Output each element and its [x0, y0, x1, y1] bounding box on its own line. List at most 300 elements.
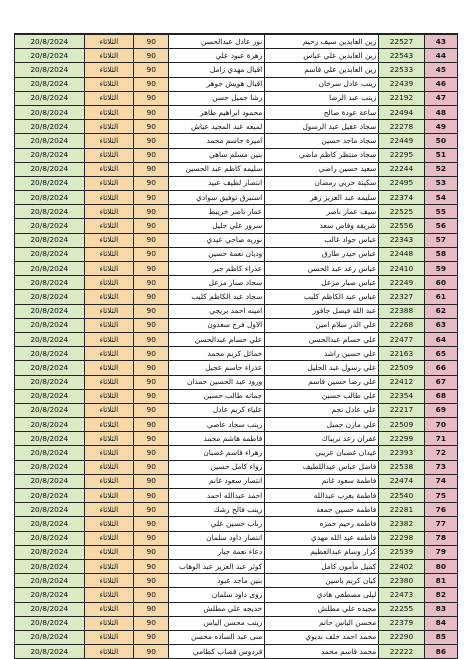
day-cell: الثلاثاء [84, 588, 133, 602]
name-cell: علي الدر سلام امين [265, 318, 379, 332]
name-cell: غيدان غضبان عريبي [265, 446, 379, 460]
second-name-cell: رواء كامل حسين [169, 460, 265, 474]
code-cell: 22448 [379, 247, 424, 261]
index-cell: 59 [424, 262, 457, 276]
index-cell: 46 [424, 77, 457, 91]
table-row [15, 304, 458, 318]
second-name-cell: زينب محسن الياس [169, 616, 265, 630]
index-cell: 55 [424, 205, 457, 219]
date-cell: 20/8/2024 [15, 318, 85, 332]
name-cell: عباس جواد غالب [265, 233, 379, 247]
index-cell: 75 [424, 489, 457, 503]
second-name-cell: رباب حسين علي [169, 517, 265, 531]
name-cell: فاطمه عبد الله مهدي [265, 531, 379, 545]
grade-cell: 90 [134, 630, 169, 644]
date-cell: 20/8/2024 [15, 332, 85, 346]
code-cell: 22410 [379, 262, 424, 276]
second-name-cell: سرور علي جليل [169, 219, 265, 233]
date-cell: 20/8/2024 [15, 531, 85, 545]
index-cell: 47 [424, 91, 457, 105]
table-row [15, 262, 458, 276]
day-cell: الثلاثاء [84, 474, 133, 488]
date-cell: 20/8/2024 [15, 588, 85, 602]
name-cell: فاطمه حسين جمعه [265, 503, 379, 517]
date-cell: 20/8/2024 [15, 247, 85, 261]
name-cell: ساعة عودة صالح [265, 105, 379, 119]
second-name-cell: سليمه كاظم عبد الحسين [169, 162, 265, 176]
table-row [15, 134, 458, 148]
second-name-cell: بنين ماجد عبود [169, 574, 265, 588]
grade-cell: 90 [134, 162, 169, 176]
day-cell: الثلاثاء [84, 389, 133, 403]
day-cell: الثلاثاء [84, 262, 133, 276]
name-cell: زين العابدين سيف رحيم [265, 35, 379, 49]
code-cell: 22343 [379, 233, 424, 247]
second-name-cell: علي حسام عبدالحسن [169, 332, 265, 346]
second-name-cell: استبرق توفيق سوادي [169, 191, 265, 205]
date-cell: 20/8/2024 [15, 389, 85, 403]
code-cell: 22509 [379, 418, 424, 432]
name-cell: ليلى مصطفى هادي [265, 588, 379, 602]
day-cell: الثلاثاء [84, 148, 133, 162]
table-row [15, 191, 458, 205]
second-name-cell: منى عبد الساده محسن [169, 630, 265, 644]
second-name-cell: الاول فرج سعدون [169, 318, 265, 332]
name-cell: محمد احمد خلف بديوي [265, 630, 379, 644]
date-cell: 20/8/2024 [15, 120, 85, 134]
date-cell: 20/8/2024 [15, 361, 85, 375]
day-cell: الثلاثاء [84, 503, 133, 517]
grade-cell: 90 [134, 233, 169, 247]
grade-cell: 90 [134, 105, 169, 119]
date-cell: 20/8/2024 [15, 219, 85, 233]
date-cell: 20/8/2024 [15, 276, 85, 290]
index-cell: 45 [424, 63, 457, 77]
index-cell: 57 [424, 233, 457, 247]
date-cell: 20/8/2024 [15, 191, 85, 205]
grade-cell: 90 [134, 176, 169, 190]
index-cell: 49 [424, 120, 457, 134]
table-row [15, 205, 458, 219]
grade-cell: 90 [134, 219, 169, 233]
date-cell: 20/8/2024 [15, 474, 85, 488]
index-cell: 56 [424, 219, 457, 233]
index-cell: 78 [424, 531, 457, 545]
date-cell: 20/8/2024 [15, 545, 85, 559]
grade-cell: 90 [134, 332, 169, 346]
name-cell: محمد قاسم محمد [265, 645, 379, 659]
name-cell: عباس صبار مزعل [265, 276, 379, 290]
second-name-cell: فاطمه هاشم محمد [169, 432, 265, 446]
table-row [15, 389, 458, 403]
index-cell: 60 [424, 276, 457, 290]
grade-cell: 90 [134, 247, 169, 261]
table-row [15, 602, 458, 616]
grade-cell: 90 [134, 389, 169, 403]
index-cell: 62 [424, 304, 457, 318]
index-cell: 43 [424, 35, 457, 49]
day-cell: الثلاثاء [84, 630, 133, 644]
name-cell: فاطمة يعرب عبدالله [265, 489, 379, 503]
index-cell: 73 [424, 460, 457, 474]
index-cell: 50 [424, 134, 457, 148]
day-cell: الثلاثاء [84, 91, 133, 105]
index-cell: 74 [424, 474, 457, 488]
date-cell: 20/8/2024 [15, 35, 85, 49]
second-name-cell: سجاد عبد الكاظم كليب [169, 290, 265, 304]
grade-cell: 90 [134, 134, 169, 148]
table-row [15, 474, 458, 488]
code-cell: 22538 [379, 460, 424, 474]
date-cell: 20/8/2024 [15, 460, 85, 474]
name-cell: علي حسين راشد [265, 347, 379, 361]
day-cell: الثلاثاء [84, 602, 133, 616]
date-cell: 20/8/2024 [15, 418, 85, 432]
date-cell: 20/8/2024 [15, 602, 85, 616]
day-cell: الثلاثاء [84, 332, 133, 346]
day-cell: الثلاثاء [84, 318, 133, 332]
date-cell: 20/8/2024 [15, 262, 85, 276]
code-cell: 22268 [379, 318, 424, 332]
code-cell: 22540 [379, 489, 424, 503]
name-cell: مجيده علي مطلش [265, 602, 379, 616]
date-cell: 20/8/2024 [15, 105, 85, 119]
code-cell: 22495 [379, 176, 424, 190]
day-cell: الثلاثاء [84, 304, 133, 318]
second-name-cell: احمد عبدالله احمد [169, 489, 265, 503]
date-cell: 20/8/2024 [15, 148, 85, 162]
code-cell: 22393 [379, 446, 424, 460]
name-cell: شريفه وقاص سعد [265, 219, 379, 233]
index-cell: 79 [424, 545, 457, 559]
index-cell: 82 [424, 588, 457, 602]
name-cell: علي رضا حسين قاسم [265, 375, 379, 389]
second-name-cell: محمود ابراهيم طاهر [169, 105, 265, 119]
code-cell: 22473 [379, 588, 424, 602]
grade-cell: 90 [134, 290, 169, 304]
date-cell: 20/8/2024 [15, 176, 85, 190]
grade-cell: 90 [134, 503, 169, 517]
table-row [15, 616, 458, 630]
second-name-cell: عمار ناصر خريبط [169, 205, 265, 219]
grade-cell: 90 [134, 531, 169, 545]
second-name-cell: اقبال مهدي زامل [169, 63, 265, 77]
table-row [15, 574, 458, 588]
day-cell: الثلاثاء [84, 290, 133, 304]
code-cell: 22556 [379, 219, 424, 233]
table-row [15, 517, 458, 531]
name-cell: غفران رعد تريباك [265, 432, 379, 446]
date-cell: 20/8/2024 [15, 574, 85, 588]
second-name-cell: نور عادل عبدالحسن [169, 35, 265, 49]
code-cell: 22379 [379, 616, 424, 630]
index-cell: 63 [424, 318, 457, 332]
code-cell: 22533 [379, 63, 424, 77]
index-cell: 80 [424, 559, 457, 573]
code-cell: 22217 [379, 403, 424, 417]
name-cell: علي رسول عبد الجليل [265, 361, 379, 375]
grade-cell: 90 [134, 403, 169, 417]
name-cell: كميل مأمون كامل [265, 559, 379, 573]
second-name-cell: اميرة جاسم محمد [169, 134, 265, 148]
name-cell: علي طالب حسين [265, 389, 379, 403]
table-row [15, 460, 458, 474]
grade-cell: 90 [134, 574, 169, 588]
sheet-top-edge [14, 0, 458, 34]
table-row [15, 77, 458, 91]
grade-cell: 90 [134, 602, 169, 616]
index-cell: 84 [424, 616, 457, 630]
name-cell: زينب عبد الرضا [265, 91, 379, 105]
code-cell: 22163 [379, 347, 424, 361]
code-cell: 22374 [379, 191, 424, 205]
second-name-cell: روى داود سلمان [169, 588, 265, 602]
table-row [15, 361, 458, 375]
grade-cell: 90 [134, 262, 169, 276]
code-cell: 22543 [379, 49, 424, 63]
table-body [15, 35, 458, 659]
date-cell: 20/8/2024 [15, 517, 85, 531]
date-cell: 20/8/2024 [15, 403, 85, 417]
table-row [15, 219, 458, 233]
second-name-cell: زهراء قاسم غضبان [169, 446, 265, 460]
grade-cell: 90 [134, 559, 169, 573]
code-cell: 22278 [379, 120, 424, 134]
index-cell: 52 [424, 162, 457, 176]
second-name-cell: انتصار سعود غانم [169, 474, 265, 488]
name-cell: علي حسام عبدالحسن [265, 332, 379, 346]
table-row [15, 347, 458, 361]
table-row [15, 233, 458, 247]
day-cell: الثلاثاء [84, 375, 133, 389]
day-cell: الثلاثاء [84, 559, 133, 573]
index-cell: 58 [424, 247, 457, 261]
index-cell: 66 [424, 361, 457, 375]
grade-cell: 90 [134, 347, 169, 361]
grade-cell: 90 [134, 35, 169, 49]
table-row [15, 559, 458, 573]
day-cell: الثلاثاء [84, 35, 133, 49]
code-cell: 22539 [379, 545, 424, 559]
code-cell: 22255 [379, 602, 424, 616]
table-row [15, 545, 458, 559]
code-cell: 22474 [379, 474, 424, 488]
code-cell: 22449 [379, 134, 424, 148]
name-cell: محسن الياس حاتم [265, 616, 379, 630]
grade-cell: 90 [134, 517, 169, 531]
table-row [15, 49, 458, 63]
grade-cell: 90 [134, 474, 169, 488]
index-cell: 72 [424, 446, 457, 460]
date-cell: 20/8/2024 [15, 91, 85, 105]
name-cell: سكينة حربي رمضان [265, 176, 379, 190]
index-cell: 61 [424, 290, 457, 304]
table-row [15, 318, 458, 332]
day-cell: الثلاثاء [84, 460, 133, 474]
code-cell: 22281 [379, 503, 424, 517]
code-cell: 22494 [379, 105, 424, 119]
index-cell: 83 [424, 602, 457, 616]
day-cell: الثلاثاء [84, 219, 133, 233]
second-name-cell: عذراء جاسم عجيل [169, 361, 265, 375]
table-row [15, 276, 458, 290]
grade-cell: 90 [134, 460, 169, 474]
name-cell: كيان كريم ياسين [265, 574, 379, 588]
grade-cell: 90 [134, 318, 169, 332]
day-cell: الثلاثاء [84, 176, 133, 190]
code-cell: 22354 [379, 389, 424, 403]
day-cell: الثلاثاء [84, 616, 133, 630]
table-row [15, 63, 458, 77]
second-name-cell: لميعه عبد المجيد عياش [169, 120, 265, 134]
table-row [15, 105, 458, 119]
table-row [15, 446, 458, 460]
name-cell: علي مازن جميل [265, 418, 379, 432]
grade-cell: 90 [134, 588, 169, 602]
name-cell: علي عادل نجم [265, 403, 379, 417]
code-cell: 22382 [379, 517, 424, 531]
day-cell: الثلاثاء [84, 77, 133, 91]
index-cell: 77 [424, 517, 457, 531]
code-cell: 22412 [379, 375, 424, 389]
grade-cell: 90 [134, 63, 169, 77]
date-cell: 20/8/2024 [15, 205, 85, 219]
table-row [15, 403, 458, 417]
grade-cell: 90 [134, 432, 169, 446]
second-name-cell: وديان نعمة حسين [169, 247, 265, 261]
grade-cell: 90 [134, 120, 169, 134]
grade-cell: 90 [134, 375, 169, 389]
name-cell: عباس حيدر طارق [265, 247, 379, 261]
day-cell: الثلاثاء [84, 191, 133, 205]
index-cell: 71 [424, 432, 457, 446]
code-cell: 22295 [379, 148, 424, 162]
date-cell: 20/8/2024 [15, 630, 85, 644]
second-name-cell: بنين مسلم ساهي [169, 148, 265, 162]
code-cell: 22249 [379, 276, 424, 290]
date-cell: 20/8/2024 [15, 375, 85, 389]
table-row [15, 247, 458, 261]
day-cell: الثلاثاء [84, 418, 133, 432]
date-cell: 20/8/2024 [15, 134, 85, 148]
table-row [15, 332, 458, 346]
index-cell: 86 [424, 645, 457, 659]
second-name-cell: زينب سجاد عاصي [169, 418, 265, 432]
name-cell: سيف عمار ناصر [265, 205, 379, 219]
attendance-table [14, 34, 458, 659]
second-name-cell: علياء كريم عادل [169, 403, 265, 417]
day-cell: الثلاثاء [84, 545, 133, 559]
index-cell: 53 [424, 176, 457, 190]
name-cell: كرار وسام عبدالعظيم [265, 545, 379, 559]
grade-cell: 90 [134, 191, 169, 205]
second-name-cell: انتصار داود سلمان [169, 531, 265, 545]
name-cell: فاطمة سعود غانم [265, 474, 379, 488]
second-name-cell: اقبال هويش جوهر [169, 77, 265, 91]
day-cell: الثلاثاء [84, 105, 133, 119]
name-cell: عبد الله فيصل جافور [265, 304, 379, 318]
code-cell: 22380 [379, 574, 424, 588]
date-cell: 20/8/2024 [15, 489, 85, 503]
second-name-cell: ورود عبد الحسين حمدان [169, 375, 265, 389]
date-cell: 20/8/2024 [15, 432, 85, 446]
date-cell: 20/8/2024 [15, 77, 85, 91]
name-cell: فاطمه رحيم حمزه [265, 517, 379, 531]
date-cell: 20/8/2024 [15, 503, 85, 517]
grade-cell: 90 [134, 77, 169, 91]
code-cell: 22527 [379, 35, 424, 49]
table-row [15, 176, 458, 190]
grade-cell: 90 [134, 489, 169, 503]
second-name-cell: عذراء كاظم جبر [169, 262, 265, 276]
day-cell: الثلاثاء [84, 49, 133, 63]
date-cell: 20/8/2024 [15, 304, 85, 318]
name-cell: عباس عبد الكاظم كليب [265, 290, 379, 304]
day-cell: الثلاثاء [84, 63, 133, 77]
second-name-cell: انتصار لطيف عبيد [169, 176, 265, 190]
day-cell: الثلاثاء [84, 645, 133, 659]
day-cell: الثلاثاء [84, 446, 133, 460]
name-cell: سجاد منتظر كاظم ماضي [265, 148, 379, 162]
day-cell: الثلاثاء [84, 134, 133, 148]
index-cell: 70 [424, 418, 457, 432]
second-name-cell: دعاء نعمة جبار [169, 545, 265, 559]
day-cell: الثلاثاء [84, 531, 133, 545]
grade-cell: 90 [134, 304, 169, 318]
table-row [15, 290, 458, 304]
second-name-cell: زهرة عبود علي [169, 49, 265, 63]
date-cell: 20/8/2024 [15, 645, 85, 659]
table-row [15, 35, 458, 49]
date-cell: 20/8/2024 [15, 49, 85, 63]
date-cell: 20/8/2024 [15, 616, 85, 630]
table-row [15, 418, 458, 432]
second-name-cell: كوثر عبد العزيز عبد الوهاب [169, 559, 265, 573]
code-cell: 22327 [379, 290, 424, 304]
table-row [15, 148, 458, 162]
code-cell: 22388 [379, 304, 424, 318]
date-cell: 20/8/2024 [15, 63, 85, 77]
code-cell: 22299 [379, 432, 424, 446]
code-cell: 22192 [379, 91, 424, 105]
grade-cell: 90 [134, 148, 169, 162]
date-cell: 20/8/2024 [15, 347, 85, 361]
name-cell: سجاد عقيل عبد الرسول [265, 120, 379, 134]
day-cell: الثلاثاء [84, 233, 133, 247]
index-cell: 48 [424, 105, 457, 119]
table-row [15, 630, 458, 644]
index-cell: 76 [424, 503, 457, 517]
date-cell: 20/8/2024 [15, 446, 85, 460]
day-cell: الثلاثاء [84, 347, 133, 361]
index-cell: 54 [424, 191, 457, 205]
second-name-cell: سجاد صبار مزعل [169, 276, 265, 290]
second-name-cell: نوريه صاحي عيدي [169, 233, 265, 247]
day-cell: الثلاثاء [84, 517, 133, 531]
index-cell: 68 [424, 389, 457, 403]
index-cell: 51 [424, 148, 457, 162]
code-cell: 22298 [379, 531, 424, 545]
second-name-cell: رشا جميل حسن [169, 91, 265, 105]
table-row [15, 162, 458, 176]
index-cell: 69 [424, 403, 457, 417]
grade-cell: 90 [134, 645, 169, 659]
second-name-cell: جمانه طالب حسين [169, 389, 265, 403]
code-cell: 22439 [379, 77, 424, 91]
grade-cell: 90 [134, 205, 169, 219]
second-name-cell: خديجه علي مطلش [169, 602, 265, 616]
day-cell: الثلاثاء [84, 247, 133, 261]
